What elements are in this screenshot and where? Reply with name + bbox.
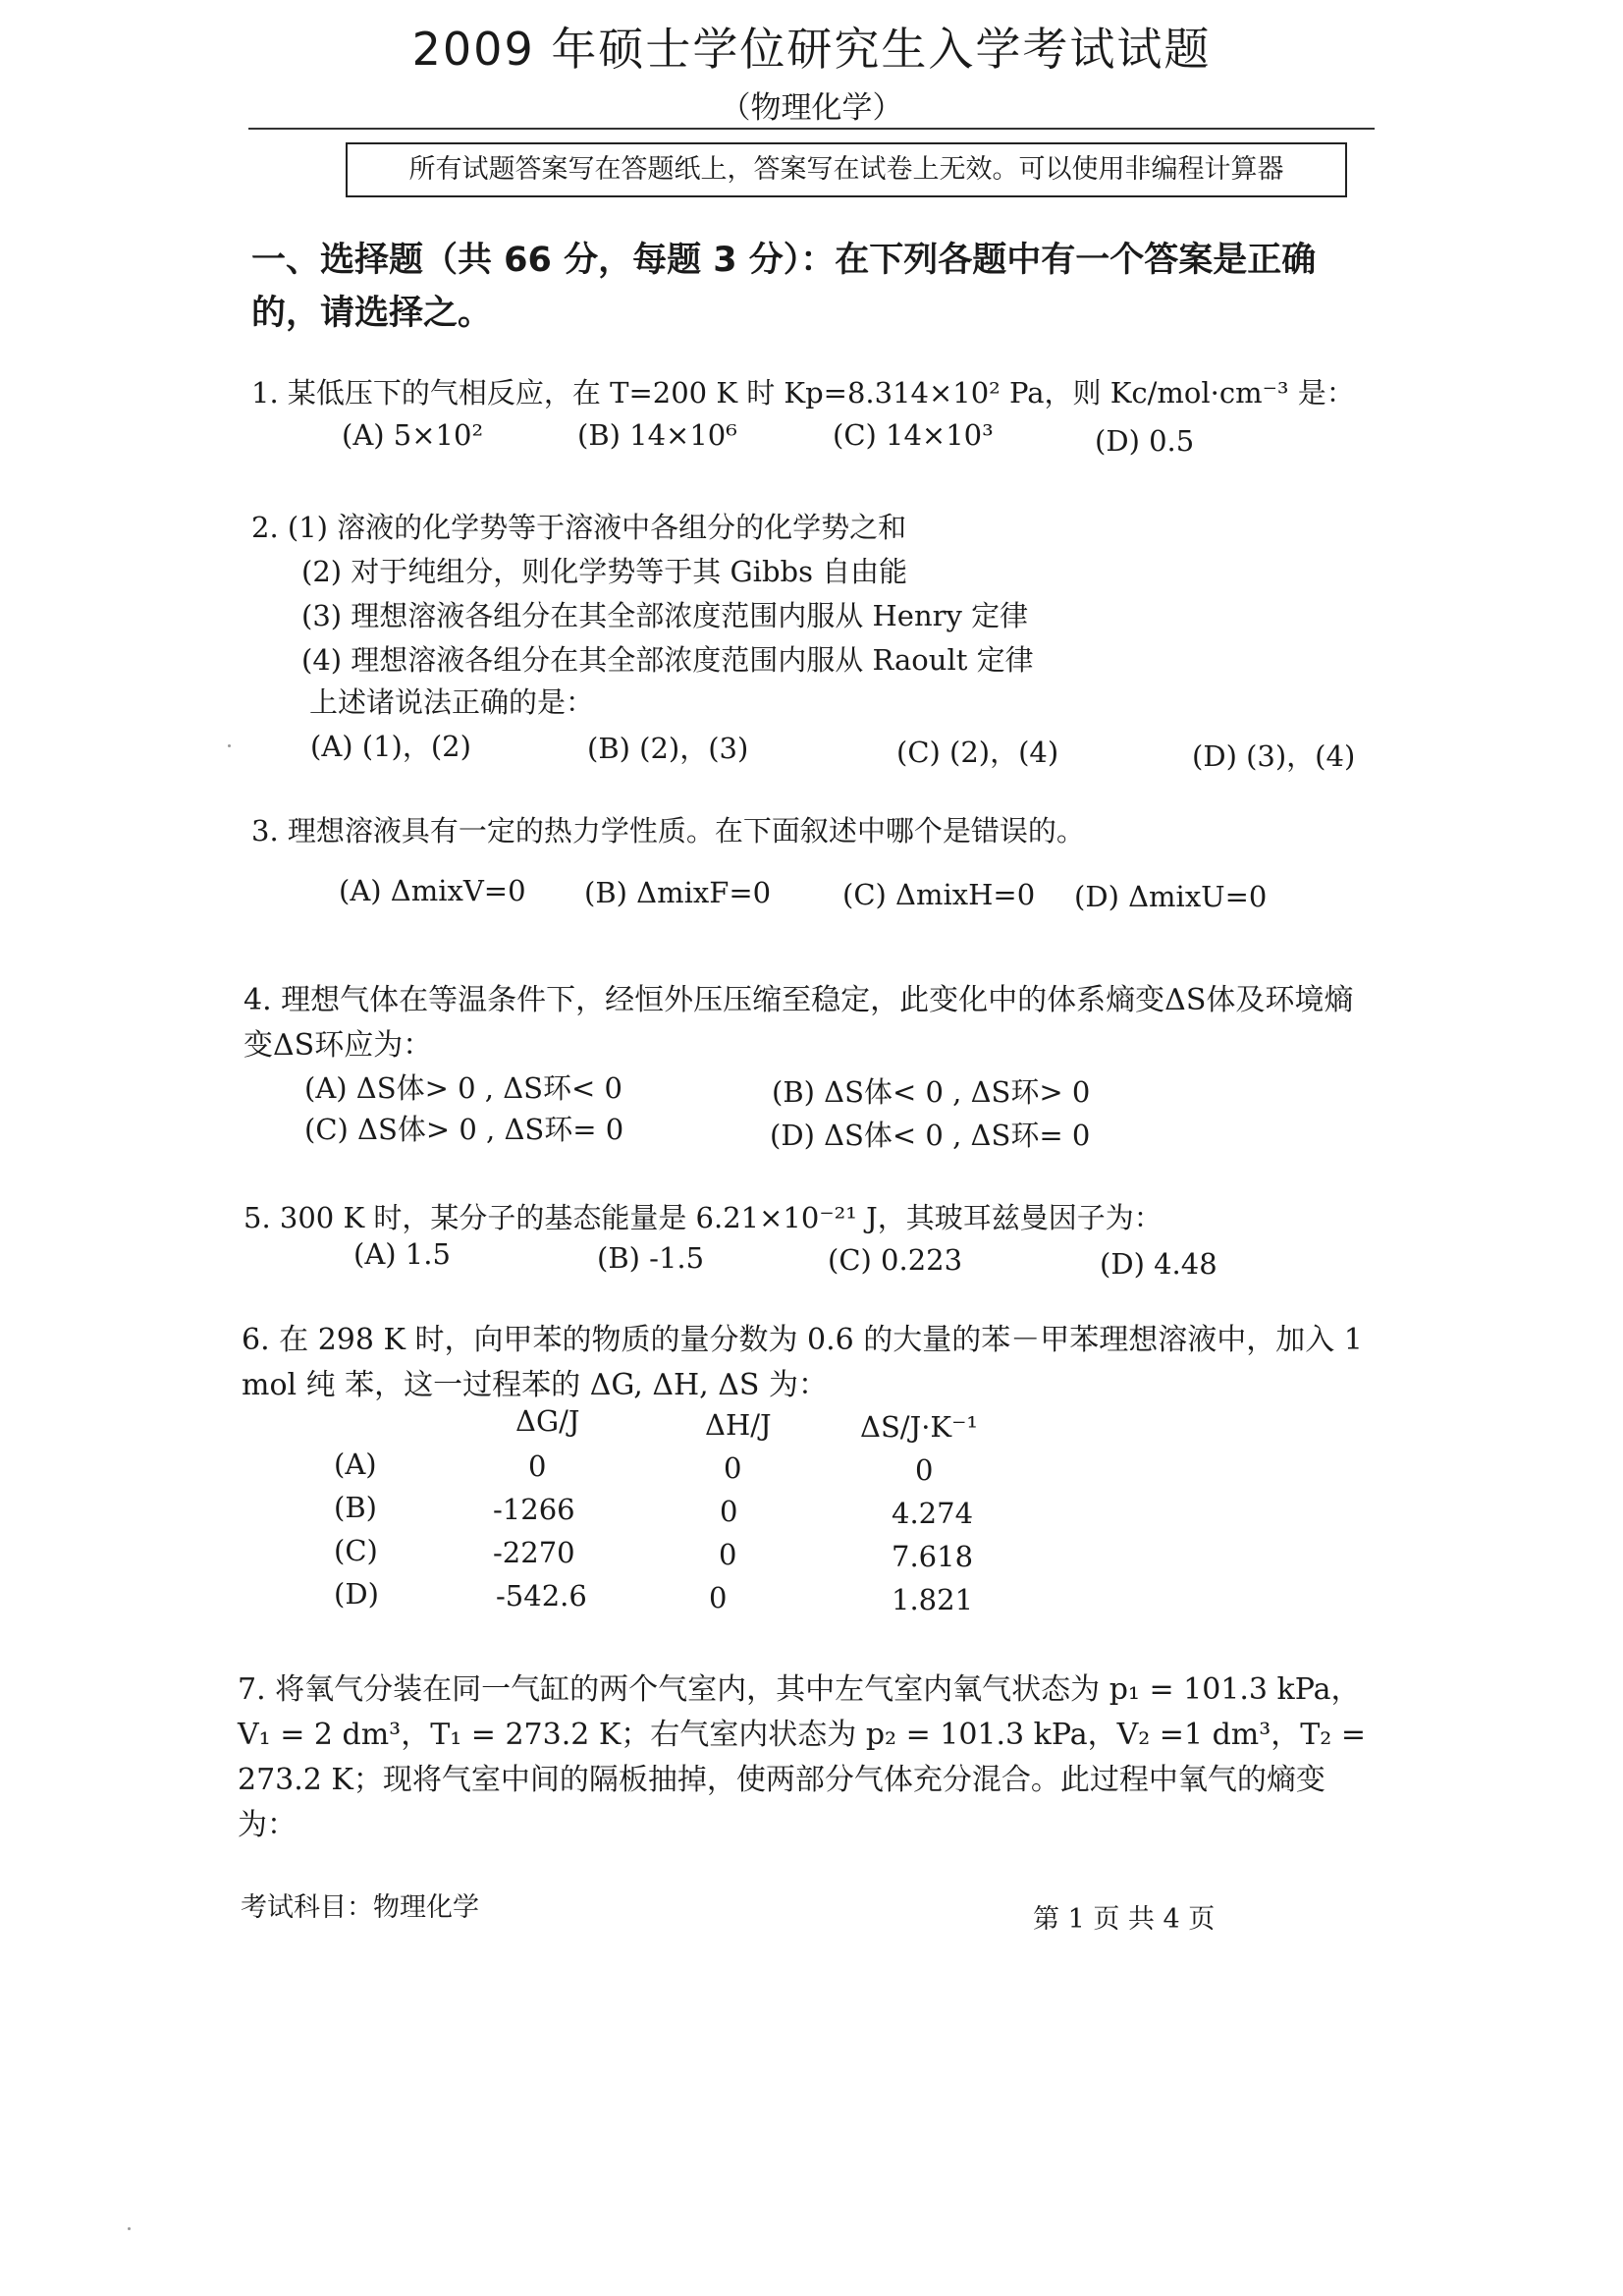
exam-title: 2009 年硕士学位研究生入学考试试题 (411, 23, 1212, 76)
q4-option-c: (C) ΔS体> 0 , ΔS环= 0 (304, 1113, 624, 1146)
q3-option-d: (D) ΔmixU=0 (1074, 880, 1268, 913)
q1-stem: 1. 某低压下的气相反应，在 T=200 K 时 Kp=8.314×10² Pa，则 Kc/mol·cm⁻³ 是： (251, 376, 1355, 410)
q6-row-a-dh: 0 (724, 1451, 742, 1485)
q6-stem: 6. 在 298 K 时，向甲苯的物质的量分数为 0.6 的大量的苯－甲苯理想溶液中，加入 1 mol 纯 苯，这一过程苯的 ΔG, ΔH, ΔS 为： (242, 1323, 1363, 1402)
header-rule (248, 128, 1375, 130)
q2-line-2: (2) 对于纯组分，则化学势等于其 Gibbs 自由能 (301, 555, 908, 588)
q2-option-c: (C) (2)，(4) (896, 736, 1059, 769)
q5-option-a: (A) 1.5 (353, 1237, 451, 1271)
footer-subject: 考试科目：物理化学 (241, 1892, 479, 1923)
q2-line-3: (3) 理想溶液各组分在其全部浓度范围内服从 Henry 定律 (301, 599, 1029, 632)
footer-page-number: 第 1 页 共 4 页 (1033, 1904, 1216, 1935)
q6-row-d-dh: 0 (709, 1581, 728, 1614)
q6-row-b-dh: 0 (720, 1495, 738, 1528)
q2-line-5: 上述诸说法正确的是： (309, 685, 595, 719)
q6-row-a-dg: 0 (528, 1449, 547, 1483)
q3-option-c: (C) ΔmixH=0 (842, 878, 1036, 911)
q7-stem: 7. 将氧气分装在同一气缸的两个气室内，其中左气室内氧气状态为 p₁ = 101.3 kPa，V₁ = 2 dm³，T₁ = 273.2 K；右气室内状态为 p₂ = 101.3 kPa，V₂ =1 dm³，T₂ = 273.2 K；现将气室中间的隔板抽掉，使两部分气体充分混合。此过程中氧气的熵变为： (238, 1672, 1366, 1842)
q2-option-a: (A) (1)，(2) (310, 730, 471, 763)
section-heading: 一、选择题（共 66 分，每题 3 分）：在下列各题中有一个答案是正确的，请选择之。 (251, 241, 1317, 333)
q3-option-b: (B) ΔmixF=0 (584, 876, 772, 909)
q6-row-c-label: (C) (334, 1534, 378, 1567)
q2-option-d: (D) (3)，(4) (1192, 739, 1356, 773)
q3-option-a: (A) ΔmixV=0 (339, 874, 526, 907)
q3-stem: 3. 理想溶液具有一定的热力学性质。在下面叙述中哪个是错误的。 (251, 814, 1085, 847)
q6-header-dh: ΔH/J (705, 1408, 772, 1442)
q4-option-d: (D) ΔS体< 0 , ΔS环= 0 (770, 1119, 1091, 1152)
exam-subtitle: （物理化学） (720, 90, 903, 126)
scan-speck (228, 744, 231, 747)
q6-row-d-label: (D) (334, 1577, 379, 1611)
q6-row-b-label: (B) (334, 1491, 377, 1524)
instruction-box: 所有试题答案写在答题纸上，答案写在试卷上无效。可以使用非编程计算器 (346, 142, 1347, 197)
q6-row-b-dg: -1266 (493, 1493, 575, 1526)
q4-option-a: (A) ΔS体> 0 , ΔS环< 0 (304, 1071, 622, 1105)
q4-option-b: (B) ΔS体< 0 , ΔS环> 0 (772, 1075, 1091, 1109)
q6-row-c-dg: -2270 (493, 1536, 575, 1569)
q2-line-1: 2. (1) 溶液的化学势等于溶液中各组分的化学势之和 (251, 511, 907, 544)
q6-row-a-label: (A) (334, 1448, 377, 1481)
q6-row-a-ds: 0 (915, 1453, 934, 1487)
q5-option-c: (C) 0.223 (828, 1243, 963, 1277)
q1-option-a: (A) 5×10² (342, 418, 484, 452)
q6-header-dg: ΔG/J (515, 1404, 580, 1438)
q6-row-b-ds: 4.274 (892, 1497, 974, 1530)
scan-speck (128, 2227, 131, 2230)
q4-stem: 4. 理想气体在等温条件下，经恒外压压缩至稳定，此变化中的体系熵变ΔS体及环境熵变ΔS环应为： (243, 983, 1354, 1063)
q5-stem: 5. 300 K 时，某分子的基态能量是 6.21×10⁻²¹ J，其玻耳兹曼因子为： (243, 1201, 1163, 1234)
q1-option-c: (C) 14×10³ (833, 418, 994, 452)
q1-option-d: (D) 0.5 (1095, 424, 1195, 458)
q5-option-b: (B) -1.5 (597, 1241, 705, 1275)
q1-option-b: (B) 14×10⁶ (577, 418, 737, 452)
q6-row-d-ds: 1.821 (892, 1583, 974, 1616)
q2-option-b: (B) (2)，(3) (587, 732, 749, 765)
q6-row-c-dh: 0 (719, 1538, 737, 1571)
q6-row-d-dg: -542.6 (496, 1579, 587, 1613)
q5-option-d: (D) 4.48 (1100, 1247, 1217, 1281)
q6-row-c-ds: 7.618 (892, 1540, 974, 1573)
q6-header-ds: ΔS/J·K⁻¹ (860, 1410, 979, 1444)
q2-line-4: (4) 理想溶液各组分在其全部浓度范围内服从 Raoult 定律 (301, 643, 1034, 677)
